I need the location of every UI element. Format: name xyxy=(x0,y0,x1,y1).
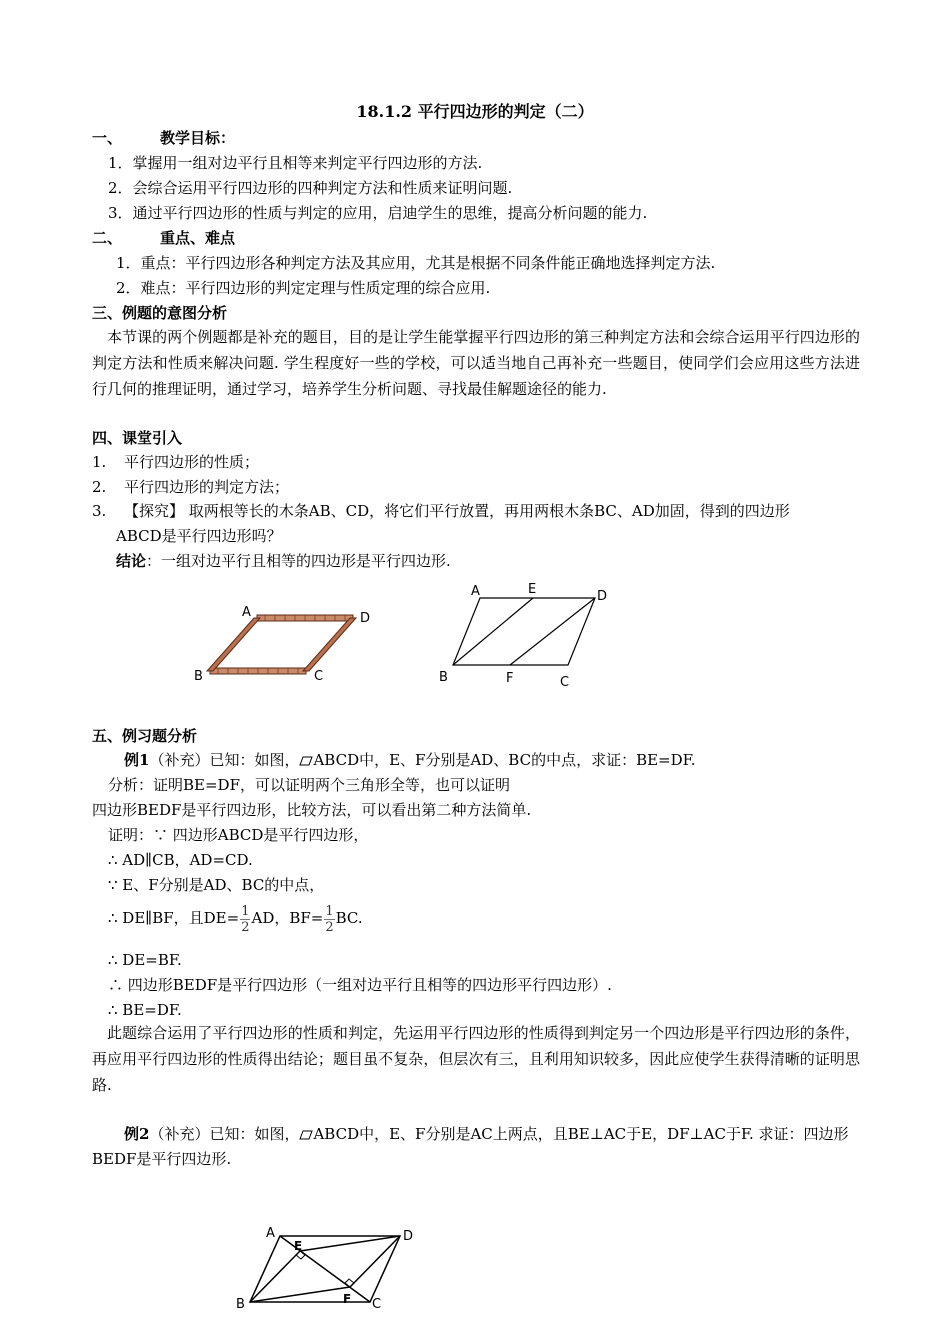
segment-df xyxy=(350,1236,400,1287)
fraction-half-2: $\frac{1}{2}$ xyxy=(325,903,334,935)
proof-line-4b: AD，BF= xyxy=(251,909,324,927)
figure-parallelogram-ef xyxy=(430,578,620,693)
fig1-label-d: D xyxy=(360,611,371,626)
parallelogram-symbol-icon xyxy=(299,1130,313,1140)
example1-text-a: （补充）已知：如图， xyxy=(149,751,300,769)
section1-heading: 教学目标： xyxy=(160,129,236,147)
fig1-label-c: C xyxy=(314,669,324,684)
figure-parallelogram-diagonal xyxy=(232,1222,422,1314)
section1-number: 一、 xyxy=(92,129,123,147)
example1-analysis-line2: 四边形BEDF是平行四边形，比较方法，可以看出第二种方法简单. xyxy=(92,801,532,819)
segment-ed xyxy=(300,1236,400,1251)
section3-paragraph: 本节课的两个例题都是补充的题目，目的是让学生能掌握平行四边形的第三种判定方法和会综合运用平行四边形的判定方法和性质来解决问题. 学生程度好一些的学校，可以适当地自己再补充一些题目，使同学们会应用这些方法进行几何的推理证明，通过学习，培养学生分析问题、寻找最佳解题途径的能力. xyxy=(92,328,860,398)
fig1-label-a: A xyxy=(242,605,251,620)
example1-analysis-line1: 分析：证明BE=DF，可以证明两个三角形全等，也可以证明 xyxy=(108,776,510,794)
section5-heading: 五、例习题分析 xyxy=(92,727,198,745)
intro-item-2-number: 2. xyxy=(92,478,107,496)
fig3-label-a: A xyxy=(266,1226,275,1241)
conclusion-text: ：一组对边平行且相等的四边形是平行四边形. xyxy=(146,552,451,570)
fig3-label-f: F xyxy=(343,1292,352,1306)
proof-line-3: ∵ E、F分别是AD、BC的中点， xyxy=(108,876,325,894)
fig2-label-e: E xyxy=(528,582,537,597)
section2-item-1: 1．重点：平行四边形各种判定方法及其应用，尤其是根据不同条件能正确地选择判定方法. xyxy=(116,254,716,272)
right-angle-mark-f xyxy=(345,1279,354,1287)
fig3-label-c: C xyxy=(372,1297,382,1312)
fraction-half-1: $\frac{1}{2}$ xyxy=(241,903,250,935)
proof-line-1: 证明：∵ 四边形ABCD是平行四边形， xyxy=(108,826,369,844)
proof-line-7: ∴ BE=DF. xyxy=(108,1001,182,1019)
example2-text-a: （补充）已知：如图， xyxy=(149,1125,300,1143)
intro-item-2: 平行四边形的判定方法； xyxy=(124,478,290,496)
example1-summary: 此题综合运用了平行四边形的性质和判定，先运用平行四边形的性质得到判定另一个四边形是平行四边形的条件，再应用平行四边形的性质得出结论；题目虽不复杂，但层次有三，且利用知识较多，因此应使学生获得清晰的证明思路. xyxy=(92,1024,860,1094)
fig1-label-b: B xyxy=(194,669,203,684)
proof-line-2: ∴ AD∥CB，AD=CD. xyxy=(108,851,253,869)
page-title: 18.1.2 平行四边形的判定（二） xyxy=(356,102,594,121)
section2-heading: 重点、难点 xyxy=(160,229,236,247)
fig2-label-c: C xyxy=(560,675,570,690)
wood-strips xyxy=(207,615,356,674)
example2-text-c: BEDF是平行四边形. xyxy=(92,1150,232,1168)
proof-line-4a: ∴ DE∥BF，且DE= xyxy=(108,909,240,927)
intro-item-3-number: 3. xyxy=(92,502,107,520)
fig2-label-a: A xyxy=(471,584,480,599)
parallelogram-symbol-icon xyxy=(299,756,313,766)
fig2-label-f: F xyxy=(506,671,514,686)
conclusion-label: 结论 xyxy=(116,552,147,570)
parallelogram-abcd xyxy=(453,598,595,665)
segment-be xyxy=(250,1251,300,1302)
figure-wooden-parallelogram xyxy=(190,600,380,690)
segment-fd xyxy=(510,598,595,665)
fig2-label-d: D xyxy=(597,589,608,604)
example1-label: 例1 xyxy=(124,751,150,769)
section2-number: 二、 xyxy=(92,229,123,247)
intro-item-3-line2: ABCD是平行四边形吗？ xyxy=(116,527,282,545)
proof-line-5: ∴ DE=BF. xyxy=(108,951,182,969)
segment-bf xyxy=(250,1287,350,1302)
example1-text-b: ABCD中，E、F分别是AD、BC的中点，求证：BE=DF. xyxy=(313,751,696,769)
section1-item-2: 2．会综合运用平行四边形的四种判定方法和性质来证明问题. xyxy=(108,179,513,197)
section2-item-2: 2．难点：平行四边形的判定定理与性质定理的综合应用. xyxy=(116,279,491,297)
segment-be xyxy=(453,598,533,665)
fig3-label-e: E xyxy=(294,1239,303,1253)
section1-item-1: 1．掌握用一组对边平行且相等来判定平行四边形的方法. xyxy=(108,154,483,172)
fig3-label-d: D xyxy=(403,1229,414,1244)
section3-heading: 三、例题的意图分析 xyxy=(92,304,228,322)
fig3-label-b: B xyxy=(236,1297,245,1312)
intro-item-1: 平行四边形的性质； xyxy=(124,453,260,471)
proof-line-6: ∴ 四边形BEDF是平行四边形（一组对边平行且相等的四边形平行四边形）. xyxy=(108,976,612,994)
section4-heading: 四、课堂引入 xyxy=(92,429,183,447)
example2-text-b: ABCD中，E、F分别是AC上两点，且BE⊥AC于E，DF⊥AC于F. 求证：四边形 xyxy=(313,1125,849,1143)
example2-label: 例2 xyxy=(124,1125,150,1143)
proof-line-4c: BC. xyxy=(335,909,363,927)
intro-item-3-line1: 【探究】 取两根等长的木条AB、CD，将它们平行放置，再用两根木条BC、AD加固，得到的四边形 xyxy=(124,502,790,520)
intro-item-1-number: 1. xyxy=(92,453,107,471)
fig2-label-b: B xyxy=(439,670,448,685)
section1-item-3: 3．通过平行四边形的性质与判定的应用，启迪学生的思维，提高分析问题的能力. xyxy=(108,204,648,222)
